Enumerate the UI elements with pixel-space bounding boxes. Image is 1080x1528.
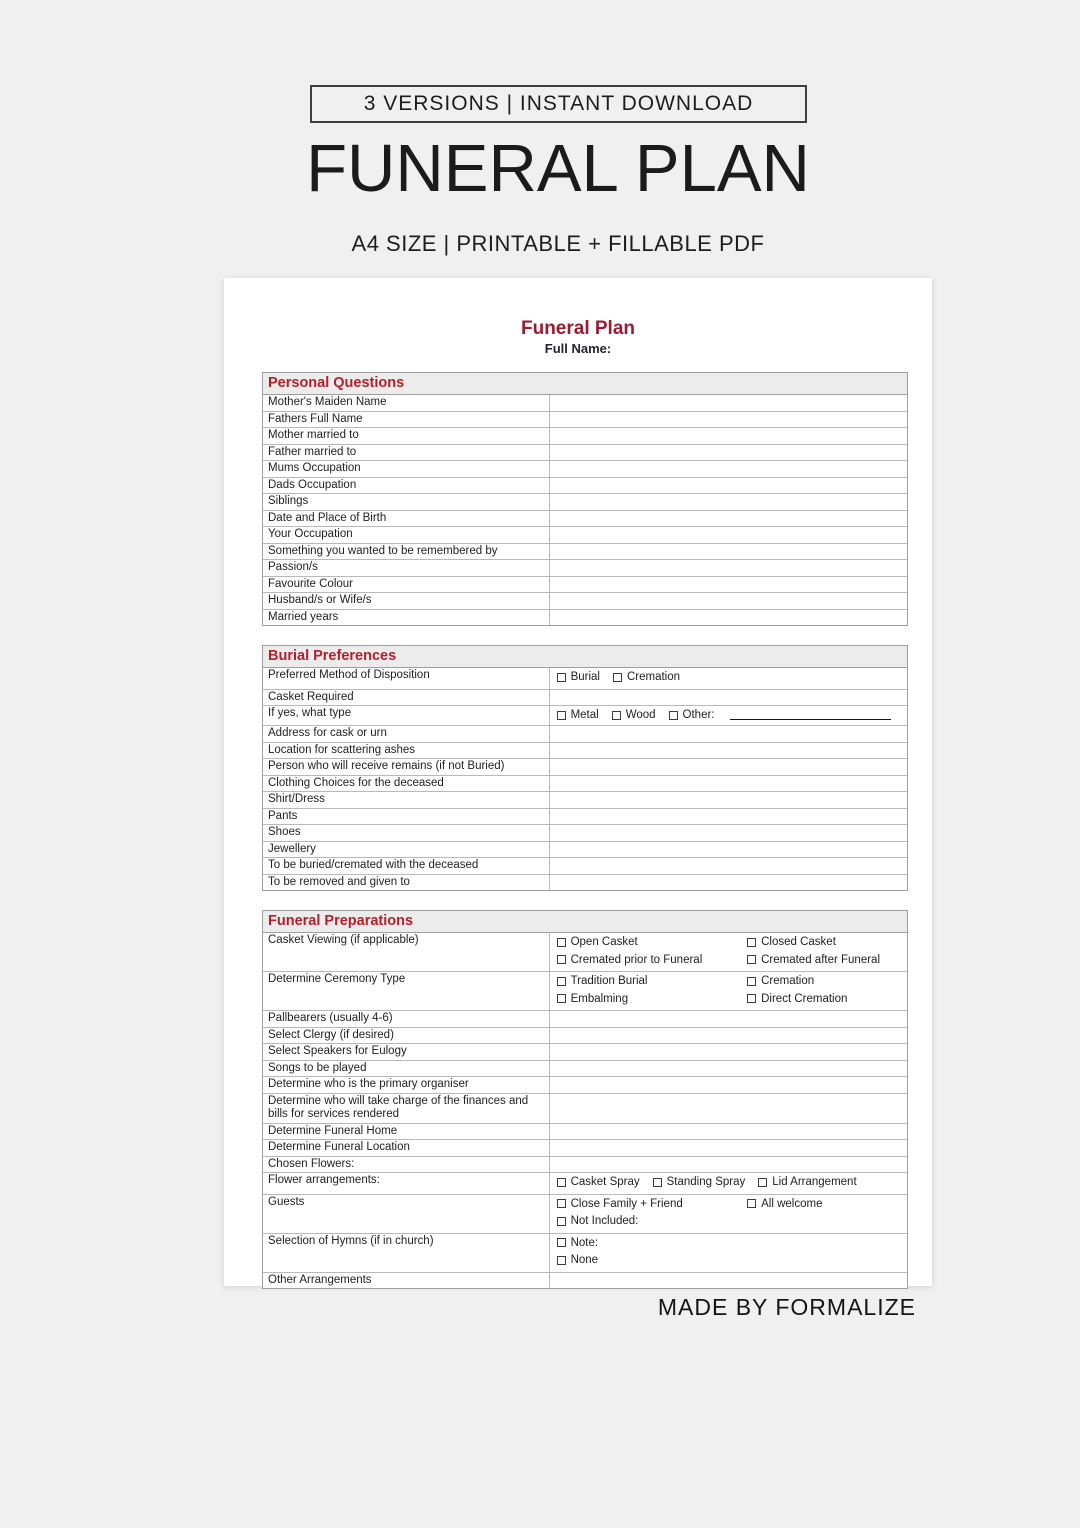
checkbox-option[interactable] xyxy=(747,973,814,989)
checkbox-column xyxy=(557,973,748,991)
checkbox-icon[interactable] xyxy=(747,977,756,986)
form-row xyxy=(263,759,907,776)
checkbox-option[interactable] xyxy=(669,707,715,723)
form-row xyxy=(263,875,907,891)
row-label: Favourite Colour xyxy=(263,577,550,593)
form-row xyxy=(263,610,907,626)
checkbox-label: Burial xyxy=(570,671,600,683)
checkbox-icon[interactable] xyxy=(653,1178,662,1187)
input-cell[interactable] xyxy=(550,610,907,626)
row-label: Guests xyxy=(263,1195,550,1233)
input-cell[interactable] xyxy=(550,527,907,543)
row-label: Mums Occupation xyxy=(263,461,550,477)
row-label: Shirt/Dress xyxy=(263,792,550,808)
checkbox-option[interactable] xyxy=(557,1235,599,1251)
input-cell[interactable] xyxy=(550,1273,907,1289)
row-label: Select Clergy (if desired) xyxy=(263,1028,550,1044)
row-label: Determine Funeral Home xyxy=(263,1124,550,1140)
form-row xyxy=(263,1011,907,1028)
checkbox-option[interactable] xyxy=(557,952,703,968)
form-row xyxy=(263,1157,907,1174)
checkbox-label: Cremated after Funeral xyxy=(761,953,880,966)
row-label: Selection of Hymns (if in church) xyxy=(263,1234,550,1272)
input-cell[interactable] xyxy=(550,593,907,609)
input-cell[interactable] xyxy=(550,478,907,494)
section-title: Funeral Preparations xyxy=(263,911,907,933)
checkbox-icon[interactable] xyxy=(557,994,566,1003)
hero-subtitle: A4 SIZE | PRINTABLE + FILLABLE PDF xyxy=(351,231,765,256)
checkbox-cell xyxy=(550,1195,907,1233)
checkbox-option[interactable] xyxy=(747,934,836,950)
checkbox-line xyxy=(557,669,903,687)
form-row xyxy=(263,1234,907,1273)
input-cell[interactable] xyxy=(550,577,907,593)
checkbox-label: Cremated prior to Funeral xyxy=(570,953,703,966)
input-cell[interactable] xyxy=(550,395,907,411)
row-label: Jewellery xyxy=(263,842,550,858)
row-label: Address for cask or urn xyxy=(263,726,550,742)
checkbox-option[interactable] xyxy=(653,1174,746,1190)
input-cell[interactable] xyxy=(550,1157,907,1173)
checkbox-icon[interactable] xyxy=(557,955,566,964)
input-cell[interactable] xyxy=(550,461,907,477)
checkbox-label: Wood xyxy=(625,709,656,721)
checkbox-option[interactable] xyxy=(557,934,638,950)
row-label: Select Speakers for Eulogy xyxy=(263,1044,550,1060)
form-row xyxy=(263,792,907,809)
checkbox-icon[interactable] xyxy=(557,938,566,947)
checkbox-column xyxy=(747,952,903,970)
input-cell[interactable] xyxy=(550,1124,907,1140)
form-row xyxy=(263,1061,907,1078)
input-cell[interactable] xyxy=(550,544,907,560)
input-cell[interactable] xyxy=(550,825,907,841)
checkbox-option[interactable] xyxy=(747,991,847,1007)
row-label: Mother's Maiden Name xyxy=(263,395,550,411)
section-burial-preferences xyxy=(262,645,908,891)
checkbox-icon[interactable] xyxy=(557,1256,566,1265)
form-row xyxy=(263,1140,907,1157)
full-name-label: Full Name: xyxy=(544,341,612,356)
banner-text: 3 VERSIONS | INSTANT DOWNLOAD xyxy=(363,92,754,115)
checkbox-icon[interactable] xyxy=(557,673,566,682)
input-cell[interactable] xyxy=(550,428,907,444)
form-row xyxy=(263,445,907,462)
checkbox-column xyxy=(557,1213,748,1231)
checkbox-column xyxy=(557,991,748,1009)
form-row xyxy=(263,1044,907,1061)
checkbox-label: Cremation xyxy=(761,975,815,987)
checkbox-column xyxy=(747,934,903,952)
form-row xyxy=(263,1077,907,1094)
row-label: Pallbearers (usually 4-6) xyxy=(263,1011,550,1027)
checkbox-icon[interactable] xyxy=(557,1217,566,1226)
input-cell[interactable] xyxy=(550,1011,907,1027)
row-label: Shoes xyxy=(263,825,550,841)
row-label: Preferred Method of Disposition xyxy=(263,668,550,689)
checkbox-option[interactable] xyxy=(557,1196,683,1212)
row-label: Mother married to xyxy=(263,428,550,444)
input-cell[interactable] xyxy=(550,494,907,510)
row-label: Determine Ceremony Type xyxy=(263,972,550,1010)
checkbox-line xyxy=(557,934,903,952)
checkbox-label: All welcome xyxy=(761,1197,823,1210)
input-cell[interactable] xyxy=(550,1061,907,1077)
checkbox-option[interactable] xyxy=(758,1174,856,1190)
checkbox-label: Embalming xyxy=(570,992,629,1005)
row-label: Clothing Choices for the deceased xyxy=(263,776,550,792)
row-label: Casket Required xyxy=(263,690,550,706)
input-cell[interactable] xyxy=(550,690,907,706)
checkbox-icon[interactable] xyxy=(669,711,678,720)
checkbox-icon[interactable] xyxy=(612,711,621,720)
checkbox-line xyxy=(557,1174,903,1192)
form-row xyxy=(263,972,907,1011)
row-label: Determine Funeral Location xyxy=(263,1140,550,1156)
checkbox-icon[interactable] xyxy=(747,994,756,1003)
checkbox-option[interactable] xyxy=(557,1213,639,1229)
section-funeral-preparations xyxy=(262,910,908,1289)
form-row xyxy=(263,933,907,972)
input-cell[interactable] xyxy=(550,858,907,874)
checkbox-cell xyxy=(550,933,907,971)
checkbox-label: Lid Arrangement xyxy=(772,1176,857,1188)
section-personal-questions xyxy=(262,372,908,626)
checkbox-option[interactable] xyxy=(747,1196,822,1212)
form-row xyxy=(263,478,907,495)
checkbox-line xyxy=(557,1213,903,1231)
row-label: Something you wanted to be remembered by xyxy=(263,544,550,560)
input-cell[interactable] xyxy=(550,809,907,825)
checkbox-label: Note: xyxy=(570,1236,599,1249)
row-label: Determine who is the primary organiser xyxy=(263,1077,550,1093)
form-row xyxy=(263,809,907,826)
row-label: Passion/s xyxy=(263,560,550,576)
form-row xyxy=(263,395,907,412)
row-label: Dads Occupation xyxy=(263,478,550,494)
checkbox-icon[interactable] xyxy=(557,977,566,986)
input-cell[interactable] xyxy=(550,842,907,858)
input-cell[interactable] xyxy=(550,1028,907,1044)
checkbox-icon[interactable] xyxy=(557,1238,566,1247)
checkbox-option[interactable] xyxy=(557,669,600,685)
input-cell[interactable] xyxy=(550,792,907,808)
row-label: Married years xyxy=(263,610,550,626)
hero-title: FUNERAL PLAN xyxy=(306,131,810,206)
form-row xyxy=(263,726,907,743)
input-cell[interactable] xyxy=(550,1094,907,1123)
checkbox-icon[interactable] xyxy=(557,711,566,720)
checkbox-icon[interactable] xyxy=(747,955,756,964)
checkbox-label: Cremation xyxy=(626,671,681,683)
form-row xyxy=(263,1124,907,1141)
document-page xyxy=(224,278,932,1286)
footer-credit: MADE BY FORMALIZE xyxy=(657,1294,916,1320)
checkbox-column xyxy=(747,991,903,1009)
checkbox-option[interactable] xyxy=(747,952,880,968)
input-cell[interactable] xyxy=(550,511,907,527)
row-label: Your Occupation xyxy=(263,527,550,543)
input-cell[interactable] xyxy=(550,759,907,775)
checkbox-column xyxy=(557,1196,748,1214)
checkbox-option[interactable] xyxy=(557,1174,640,1190)
checkbox-column xyxy=(557,934,748,952)
checkbox-icon[interactable] xyxy=(747,1199,756,1208)
row-label: Father married to xyxy=(263,445,550,461)
input-cell[interactable] xyxy=(550,1077,907,1093)
row-label: Casket Viewing (if applicable) xyxy=(263,933,550,971)
form-row xyxy=(263,560,907,577)
form-row xyxy=(263,544,907,561)
checkbox-column xyxy=(747,1196,903,1214)
checkbox-cell xyxy=(550,1234,907,1272)
form-row xyxy=(263,494,907,511)
form-row xyxy=(263,776,907,793)
form-row xyxy=(263,743,907,760)
input-cell[interactable] xyxy=(550,1140,907,1156)
input-cell[interactable] xyxy=(550,875,907,891)
row-label: Husband/s or Wife/s xyxy=(263,593,550,609)
row-label: Determine who will take charge of the finances and bills for services rendered xyxy=(263,1094,550,1123)
row-label: Songs to be played xyxy=(263,1061,550,1077)
input-cell[interactable] xyxy=(550,726,907,742)
checkbox-icon[interactable] xyxy=(747,938,756,947)
form-row xyxy=(263,825,907,842)
checkbox-option[interactable] xyxy=(612,707,656,723)
checkbox-label: Direct Cremation xyxy=(761,992,848,1005)
input-cell[interactable] xyxy=(550,1044,907,1060)
checkbox-icon[interactable] xyxy=(758,1178,767,1187)
checkbox-line xyxy=(557,952,903,970)
form-row xyxy=(263,1273,907,1289)
checkbox-label: Open Casket xyxy=(570,936,638,948)
row-label: Chosen Flowers: xyxy=(263,1157,550,1173)
banner-box xyxy=(310,85,807,123)
section-title: Personal Questions xyxy=(263,373,907,395)
checkbox-cell xyxy=(550,1173,907,1194)
checkbox-icon[interactable] xyxy=(613,673,622,682)
checkbox-label: Standing Spray xyxy=(666,1176,746,1188)
checkbox-option[interactable] xyxy=(557,1252,599,1268)
checkbox-label: Metal xyxy=(570,709,599,721)
input-cell[interactable] xyxy=(550,743,907,759)
row-label: Siblings xyxy=(263,494,550,510)
checkbox-option[interactable] xyxy=(557,707,599,723)
form-row xyxy=(263,842,907,859)
form-row xyxy=(263,428,907,445)
document-sections xyxy=(262,372,908,1308)
input-cell[interactable] xyxy=(550,776,907,792)
checkbox-option[interactable] xyxy=(613,669,680,685)
form-row xyxy=(263,1028,907,1045)
form-row xyxy=(263,690,907,707)
row-label: Fathers Full Name xyxy=(263,412,550,428)
form-row xyxy=(263,858,907,875)
checkbox-label: Closed Casket xyxy=(761,936,836,948)
checkbox-line xyxy=(557,991,903,1009)
checkbox-option[interactable] xyxy=(557,973,648,989)
row-label: Pants xyxy=(263,809,550,825)
checkbox-label: Not Included: xyxy=(570,1215,639,1227)
checkbox-label: Tradition Burial xyxy=(570,975,648,987)
section-title: Burial Preferences xyxy=(263,646,907,668)
row-label: Date and Place of Birth xyxy=(263,511,550,527)
row-label: Person who will receive remains (if not Buried) xyxy=(263,759,550,775)
input-cell[interactable] xyxy=(550,445,907,461)
row-label: Flower arrangements: xyxy=(263,1173,550,1194)
checkbox-cell xyxy=(550,668,907,689)
checkbox-label: Close Family + Friend xyxy=(570,1197,683,1210)
checkbox-label: Other: xyxy=(682,709,715,721)
checkbox-label: Casket Spray xyxy=(570,1176,640,1188)
form-row xyxy=(263,1173,907,1195)
form-row xyxy=(263,527,907,544)
checkbox-option[interactable] xyxy=(557,991,629,1007)
checkbox-cell xyxy=(550,706,907,725)
checkbox-line xyxy=(557,1235,903,1253)
form-row xyxy=(263,412,907,429)
checkbox-line xyxy=(557,1196,903,1214)
checkbox-line xyxy=(557,1252,903,1270)
form-row xyxy=(263,706,907,726)
input-cell[interactable] xyxy=(550,412,907,428)
checkbox-label: None xyxy=(570,1254,599,1266)
row-label: To be removed and given to xyxy=(263,875,550,891)
checkbox-column xyxy=(557,952,748,970)
form-row xyxy=(263,593,907,610)
form-row xyxy=(263,1195,907,1234)
row-label: To be buried/cremated with the deceased xyxy=(263,858,550,874)
fill-in-line[interactable] xyxy=(730,719,891,720)
form-row xyxy=(263,511,907,528)
form-row xyxy=(263,668,907,690)
checkbox-column xyxy=(747,973,903,991)
document-title: Funeral Plan xyxy=(520,318,636,339)
form-row xyxy=(263,577,907,594)
row-label: Location for scattering ashes xyxy=(263,743,550,759)
row-label: Other Arrangements xyxy=(263,1273,550,1289)
checkbox-icon[interactable] xyxy=(557,1178,566,1187)
checkbox-line xyxy=(557,707,903,723)
checkbox-line xyxy=(557,973,903,991)
form-row xyxy=(263,461,907,478)
checkbox-icon[interactable] xyxy=(557,1199,566,1208)
input-cell[interactable] xyxy=(550,560,907,576)
row-label: If yes, what type xyxy=(263,706,550,725)
form-row xyxy=(263,1094,907,1124)
checkbox-cell xyxy=(550,972,907,1010)
